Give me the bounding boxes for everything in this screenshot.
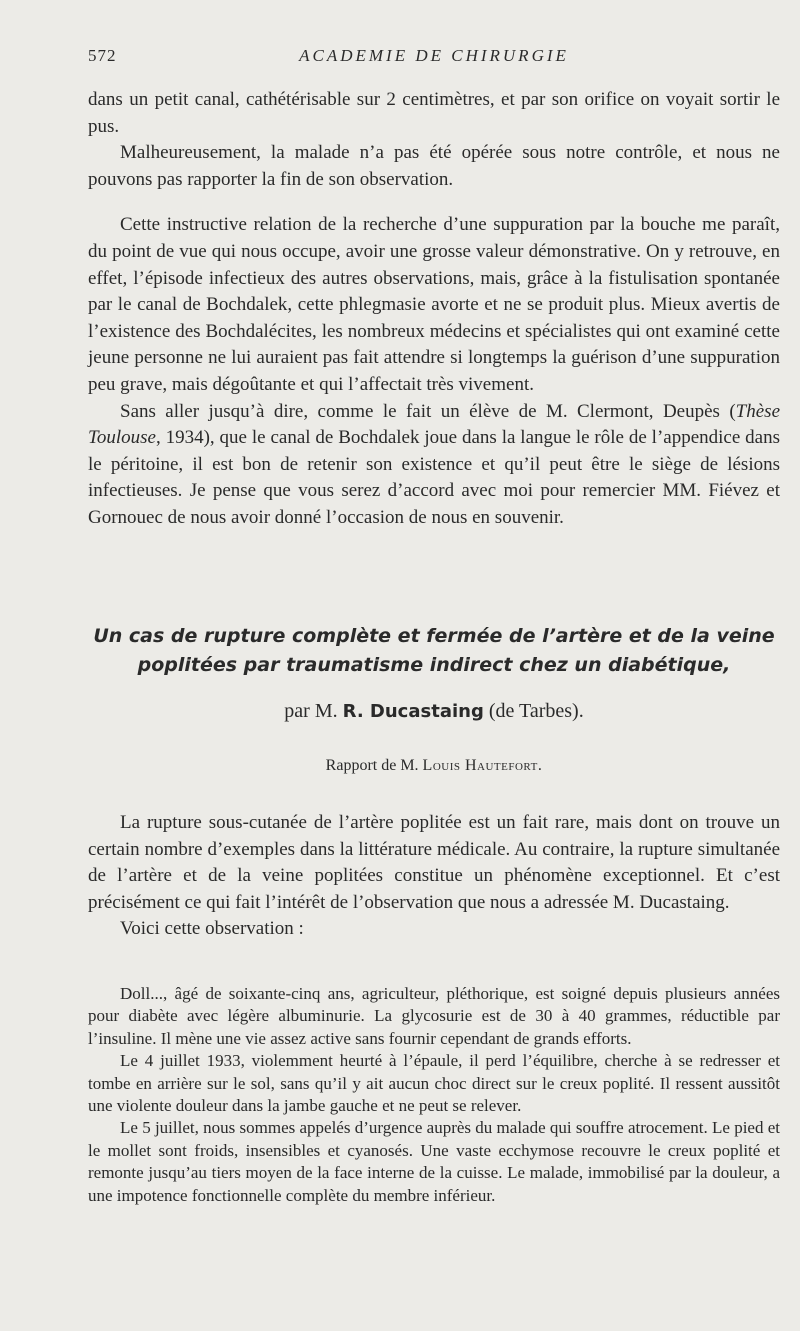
paragraph: Doll..., âgé de soixante-cinq ans, agriculteur, pléthorique, est soigné depuis plusieurs années pour diabète avec légère albuminurie. La glycosurie est de 30 à 40 grammes, réductible par l’insuline. Il mène une vie assez active sans fournir cependant de grands efforts. [88,984,780,1048]
report-prefix: Rapport de M. [325,757,419,774]
paragraph: dans un petit canal, cathétérisable sur 2 centimètres, et par son orifice on voyait sortir le pus. [88,89,780,137]
thesis-citation: Thèse Toulouse [88,400,780,449]
paragraph: La rupture sous-cutanée de l’artère poplitée est un fait rare, mais dont on trouve un certain nombre d’exemples dans la littérature médicale. Au contraire, la rupture simultanée de l’artère et de la veine poplitées constitue un phénomène exceptionnel. Et c’est précisément ce qui fait l’intérêt de l’observation que nous a adressée M. Ducastaing. [88,812,780,913]
observation-section [88,983,780,1207]
byline-prefix: par M. [284,700,338,722]
byline-suffix: (de Tarbes). [488,700,584,722]
title-line: poplitées par traumatisme indirect chez un diabétique, [137,654,731,676]
article-title [88,622,780,680]
reporter-name: Louis Hautefort. [422,757,543,774]
text-run: Sans aller jusqu’à dire, comme le fait un élève de M. Clermont, Deupès ( [120,400,736,422]
intro-section [88,87,780,532]
report-line [88,757,780,775]
title-line: Un cas de rupture complète et fermée de l’artère et de la veine [93,625,775,647]
author-name: R. Ducastaing [342,701,484,722]
paragraph: Le 4 juillet 1933, violemment heurté à l’épaule, il perd l’équilibre, cherche à se redresser et tombe en arrière sur le sol, sans qu’il y ait aucun choc direct sur le creux poplité. Il ressent aussitôt une violente douleur dans la jambe gauche et ne peut se relever. [88,1051,780,1116]
paragraph: Le 5 juillet, nous sommes appelés d’urgence auprès du malade qui souffre atrocement. Le pied et le mollet sont froids, insensibles et cyanosés. Une vaste ecchymose recouvre le creux poplité et remonte jusqu’au tiers moyen de la face interne de la cuisse. Le malade, immobilisé par la douleur, a une impotence fonctionnelle complète du membre inférieur. [88,1118,780,1205]
text-run: , 1934), que le canal de Bochdalek joue dans la langue le rôle de l’appendice dans le péritoine, il est bon de retenir son existence et qu’il peut être le siège de lésions infectieuses. Je pense que vous serez d’accord avec moi pour remercier MM. Fiévez et Gornouec de nous avoir donné l’occasion de nous en souvenir. [88,427,780,528]
byline [88,700,780,723]
running-header [88,46,780,74]
article-body [88,810,780,943]
page-number: 572 [88,46,117,65]
paragraph: Cette instructive relation de la recherche d’une suppuration par la bouche me paraît, du point de vue qui nous occupe, avoir une grosse valeur démonstrative. On y retrouve, en effet, l’épisode infectieux des autres observations, mais, grâce à la fistulisation spontanée par le canal de Bochdalek, cette phlegmasie avorte et ne se produit plus. Mieux avertis de l’existence des Bochdalécites, les nombreux médecins et spécialistes qui ont examiné cette jeune personne ne lui auraient pas fait attendre si longtemps la guérison d’une suppuration peu grave, mais dégoûtante et qui l’affectait très vivement. [88,214,780,395]
running-title: ACADEMIE DE CHIRURGIE [299,46,569,65]
paragraph: Voici cette observation : [120,918,304,940]
paragraph: Malheureusement, la malade n’a pas été opérée sous notre contrôle, et nous ne pouvons pas rapporter la fin de son observation. [88,142,780,190]
paragraph [88,399,780,532]
